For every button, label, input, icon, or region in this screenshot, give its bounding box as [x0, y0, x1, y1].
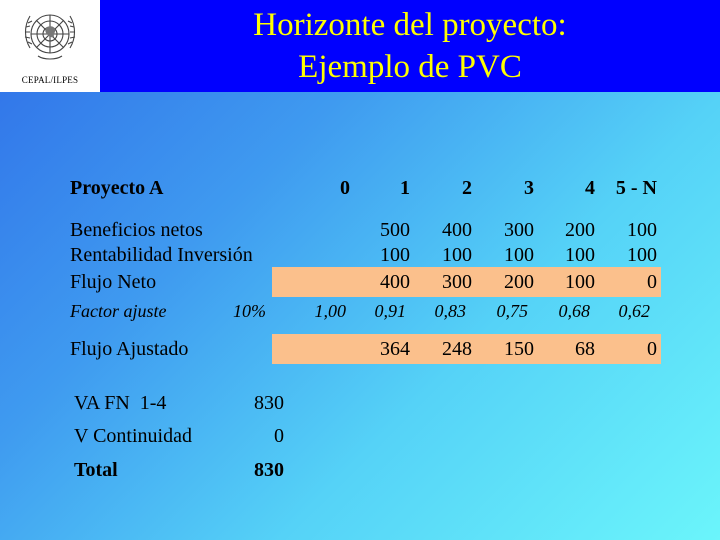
va-value: 830 — [254, 392, 284, 414]
slide-title — [100, 4, 720, 88]
logo-caption: CEPAL/ILPES — [21, 75, 79, 85]
cell-value: 300 — [504, 219, 534, 241]
header-bar — [0, 0, 720, 92]
period-header: 1 — [400, 177, 410, 199]
cell-value: 0 — [647, 271, 657, 293]
cell-value: 400 — [380, 271, 410, 293]
cell-value: 200 — [565, 219, 595, 241]
continuidad-value: 0 — [274, 425, 284, 447]
logo-area — [0, 0, 100, 92]
cell-value: 200 — [504, 271, 534, 293]
title-line-2: Ejemplo de PVC — [298, 49, 522, 85]
cell-value: 0 — [647, 338, 657, 360]
period-header: 2 — [462, 177, 472, 199]
total-label: Total — [74, 459, 118, 481]
cell-value: 100 — [627, 219, 657, 241]
factor-value: 0,75 — [496, 301, 528, 321]
row-label-flujo-ajustado: Flujo Ajustado — [70, 338, 189, 360]
un-emblem-icon — [18, 4, 82, 68]
cell-value: 100 — [442, 244, 472, 266]
project-label: Proyecto A — [70, 177, 164, 199]
period-header: 3 — [524, 177, 534, 199]
cell-value: 300 — [442, 271, 472, 293]
cell-value: 68 — [575, 338, 595, 360]
cell-value: 248 — [442, 338, 472, 360]
cell-value: 500 — [380, 219, 410, 241]
discount-rate: 10% — [233, 301, 266, 321]
va-label: VA FN 1-4 — [74, 392, 167, 414]
row-label-factor: Factor ajuste — [70, 301, 167, 321]
cell-value: 100 — [565, 244, 595, 266]
row-label-beneficios: Beneficios netos — [70, 219, 203, 241]
title-line-1: Horizonte del proyecto: — [253, 7, 567, 43]
total-value: 830 — [254, 459, 284, 481]
factor-value: 0,83 — [434, 301, 466, 321]
cell-value: 150 — [504, 338, 534, 360]
cell-value: 100 — [565, 271, 595, 293]
cell-value: 364 — [380, 338, 410, 360]
factor-value: 0,91 — [374, 301, 406, 321]
period-header: 5 - N — [615, 177, 657, 199]
period-header: 0 — [340, 177, 350, 199]
factor-value: 0,62 — [618, 301, 650, 321]
cell-value: 400 — [442, 219, 472, 241]
row-label-flujo-neto: Flujo Neto — [70, 271, 157, 293]
factor-value: 0,68 — [558, 301, 590, 321]
factor-value: 1,00 — [314, 301, 346, 321]
cell-value: 100 — [504, 244, 534, 266]
continuidad-label: V Continuidad — [74, 425, 192, 447]
row-label-rentabilidad: Rentabilidad Inversión — [70, 244, 253, 266]
period-header: 4 — [585, 177, 595, 199]
cell-value: 100 — [380, 244, 410, 266]
cell-value: 100 — [627, 244, 657, 266]
